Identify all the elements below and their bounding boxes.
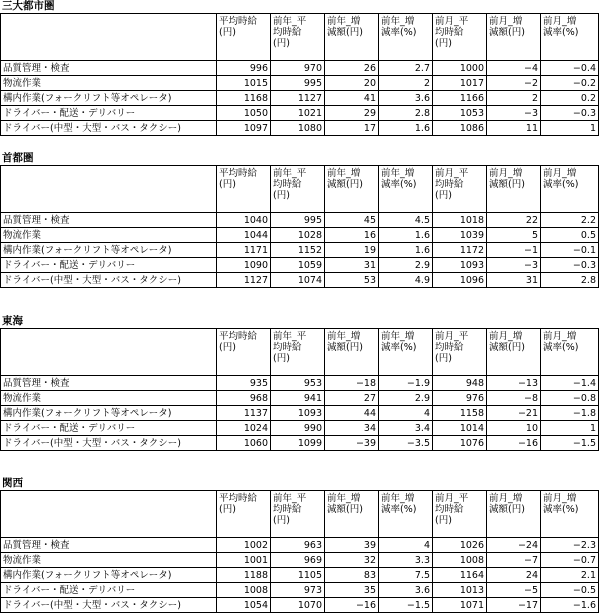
value-cell: 1.6 (379, 243, 433, 258)
column-header-line: 減率(%) (543, 504, 579, 515)
value-cell: 1093 (433, 258, 487, 273)
column-header-line: 減額(円) (489, 342, 525, 353)
value-cell: 1060 (217, 436, 271, 451)
value-cell: 39 (325, 538, 379, 553)
table-row (1, 406, 599, 421)
value-cell: 1040 (217, 213, 271, 228)
value-cell: −1.8 (541, 406, 599, 421)
value-cell: 1090 (217, 258, 271, 273)
value-cell: 1137 (217, 406, 271, 421)
value-cell: −1.5 (541, 436, 599, 451)
value-cell: −1.9 (379, 376, 433, 391)
column-header-line: 均時給 (273, 342, 302, 353)
value-cell: 1.6 (379, 121, 433, 136)
value-cell: 1024 (217, 421, 271, 436)
column-header-line: 前年_増 (327, 493, 361, 504)
column-header-line: 均時給 (273, 27, 302, 38)
value-cell: 1 (541, 121, 599, 136)
value-cell: −1 (487, 243, 541, 258)
value-cell: 31 (487, 273, 541, 288)
value-cell: 976 (433, 391, 487, 406)
row-label: 品質管理・検査 (1, 213, 217, 228)
column-header (379, 14, 433, 61)
column-header-line: 平均時給 (219, 493, 258, 504)
column-header (325, 166, 379, 213)
value-cell: −0.7 (541, 553, 599, 568)
value-cell: 0.5 (541, 228, 599, 243)
table-header-row (1, 329, 599, 376)
table-row (1, 273, 599, 288)
value-cell: 1188 (217, 568, 271, 583)
column-header-line: 減率(%) (381, 342, 417, 353)
row-label: 物流作業 (1, 228, 217, 243)
value-cell: 995 (271, 76, 325, 91)
column-header (541, 491, 599, 538)
value-cell: 2.9 (379, 391, 433, 406)
value-cell: −0.3 (541, 106, 599, 121)
value-cell: 32 (325, 553, 379, 568)
value-cell: −3 (487, 258, 541, 273)
value-cell: 1026 (433, 538, 487, 553)
value-cell: 1127 (271, 91, 325, 106)
row-label: ドライバー・配送・デリバリー (1, 421, 217, 436)
value-cell: −2.3 (541, 538, 599, 553)
column-header (541, 14, 599, 61)
wage-table (0, 165, 599, 288)
column-header (271, 491, 325, 538)
value-cell: 1171 (217, 243, 271, 258)
value-cell: 1070 (271, 598, 325, 613)
column-header-line: 減率(%) (381, 179, 417, 190)
value-cell: 1008 (433, 553, 487, 568)
header-corner-cell (1, 329, 217, 376)
value-cell: 41 (325, 91, 379, 106)
column-header-line: 前年_増 (327, 331, 361, 342)
value-cell: 35 (325, 583, 379, 598)
column-header (487, 14, 541, 61)
region-title: 首都圏 (2, 152, 34, 164)
column-header (541, 166, 599, 213)
column-header-line: 前年_増 (327, 16, 361, 27)
value-cell: 2.9 (379, 258, 433, 273)
column-header (217, 166, 271, 213)
column-header (325, 14, 379, 61)
column-header (271, 166, 325, 213)
value-cell: 0.2 (541, 91, 599, 106)
column-header-line: (円) (273, 190, 290, 201)
table-header-row (1, 491, 599, 538)
value-cell: 1044 (217, 228, 271, 243)
column-header-line: 減率(%) (381, 504, 417, 515)
column-header (433, 14, 487, 61)
row-label: ドライバー・配送・デリバリー (1, 258, 217, 273)
value-cell: 1086 (433, 121, 487, 136)
row-label: 構内作業(フォークリフト等オペレータ) (1, 568, 217, 583)
table-row (1, 228, 599, 243)
value-cell: 1.6 (379, 228, 433, 243)
value-cell: 969 (271, 553, 325, 568)
value-cell: 1074 (271, 273, 325, 288)
value-cell: 2.2 (541, 213, 599, 228)
column-header-line: (円) (435, 353, 452, 364)
value-cell: 20 (325, 76, 379, 91)
column-header-line: 前月_増 (489, 493, 523, 504)
value-cell: 1039 (433, 228, 487, 243)
value-cell: 1017 (433, 76, 487, 91)
value-cell: −16 (325, 598, 379, 613)
column-header (325, 329, 379, 376)
column-header-line: 均時給 (273, 179, 302, 190)
table-row (1, 598, 599, 613)
column-header-line: 減率(%) (543, 179, 579, 190)
value-cell: 995 (271, 213, 325, 228)
value-cell: 1 (541, 421, 599, 436)
value-cell: 1013 (433, 583, 487, 598)
value-cell: −8 (487, 391, 541, 406)
column-header-line: (円) (435, 515, 452, 526)
column-header-line: (円) (219, 27, 236, 38)
table-header-row (1, 166, 599, 213)
column-header (487, 491, 541, 538)
value-cell: −18 (325, 376, 379, 391)
row-label: 品質管理・検査 (1, 538, 217, 553)
value-cell: 935 (217, 376, 271, 391)
row-label: 品質管理・検査 (1, 376, 217, 391)
value-cell: 1168 (217, 91, 271, 106)
value-cell: 3.4 (379, 421, 433, 436)
value-cell: 1172 (433, 243, 487, 258)
value-cell: 19 (325, 243, 379, 258)
row-label: 構内作業(フォークリフト等オペレータ) (1, 406, 217, 421)
column-header (217, 329, 271, 376)
table-row (1, 553, 599, 568)
value-cell: 1018 (433, 213, 487, 228)
column-header (541, 329, 599, 376)
column-header-line: 均時給 (435, 27, 464, 38)
column-header-line: 平均時給 (219, 168, 258, 179)
value-cell: −7 (487, 553, 541, 568)
value-cell: 1001 (217, 553, 271, 568)
value-cell: −16 (487, 436, 541, 451)
value-cell: 1166 (433, 91, 487, 106)
value-cell: 1076 (433, 436, 487, 451)
value-cell: 1080 (271, 121, 325, 136)
value-cell: −1.5 (379, 598, 433, 613)
value-cell: 2.1 (541, 568, 599, 583)
row-label: 構内作業(フォークリフト等オペレータ) (1, 91, 217, 106)
row-label: 物流作業 (1, 76, 217, 91)
value-cell: 2.8 (541, 273, 599, 288)
column-header-line: (円) (435, 38, 452, 49)
value-cell: −1.6 (541, 598, 599, 613)
value-cell: 1002 (217, 538, 271, 553)
row-label: 構内作業(フォークリフト等オペレータ) (1, 243, 217, 258)
column-header (325, 491, 379, 538)
value-cell: −0.1 (541, 243, 599, 258)
value-cell: −2 (487, 76, 541, 91)
column-header (217, 14, 271, 61)
column-header (433, 166, 487, 213)
value-cell: −0.4 (541, 61, 599, 76)
table-header-row (1, 14, 599, 61)
value-cell: 1099 (271, 436, 325, 451)
table-row (1, 376, 599, 391)
value-cell: 45 (325, 213, 379, 228)
column-header (487, 166, 541, 213)
value-cell: −24 (487, 538, 541, 553)
column-header-line: 前年_増 (381, 331, 415, 342)
value-cell: 26 (325, 61, 379, 76)
value-cell: 7.5 (379, 568, 433, 583)
column-header-line: 減額(円) (489, 27, 525, 38)
value-cell: 4.5 (379, 213, 433, 228)
value-cell: 948 (433, 376, 487, 391)
value-cell: 1014 (433, 421, 487, 436)
column-header-line: 均時給 (435, 504, 464, 515)
value-cell: 2 (487, 91, 541, 106)
column-header-line: 前年_増 (381, 493, 415, 504)
column-header-line: 均時給 (435, 179, 464, 190)
table-row (1, 91, 599, 106)
region-title: 三大都市圏 (2, 0, 55, 12)
column-header-line: 平均時給 (219, 16, 258, 27)
column-header (271, 329, 325, 376)
value-cell: 10 (487, 421, 541, 436)
value-cell: 1000 (433, 61, 487, 76)
column-header-line: 均時給 (273, 504, 302, 515)
value-cell: −39 (325, 436, 379, 451)
row-label: ドライバー(中型・大型・バス・タクシー) (1, 273, 217, 288)
value-cell: 1097 (217, 121, 271, 136)
value-cell: 17 (325, 121, 379, 136)
value-cell: 2 (379, 76, 433, 91)
value-cell: 1021 (271, 106, 325, 121)
value-cell: 1015 (217, 76, 271, 91)
table-row (1, 568, 599, 583)
value-cell: −1.4 (541, 376, 599, 391)
value-cell: 5 (487, 228, 541, 243)
table-row (1, 213, 599, 228)
wage-table (0, 13, 599, 136)
column-header-line: 前月_増 (489, 331, 523, 342)
column-header-line: 前月_増 (543, 331, 577, 342)
column-header-line: (円) (435, 190, 452, 201)
column-header-line: (円) (219, 342, 236, 353)
table-row (1, 436, 599, 451)
region-title: 関西 (2, 477, 23, 489)
value-cell: 4 (379, 406, 433, 421)
table-row (1, 106, 599, 121)
value-cell: 1164 (433, 568, 487, 583)
value-cell: −0.5 (541, 583, 599, 598)
column-header-line: 減率(%) (543, 342, 579, 353)
value-cell: 953 (271, 376, 325, 391)
value-cell: 1059 (271, 258, 325, 273)
column-header-line: 前月_平 (435, 493, 469, 504)
column-header (433, 491, 487, 538)
column-header-line: 前月_平 (435, 16, 469, 27)
value-cell: 2.8 (379, 106, 433, 121)
column-header-line: 前年_増 (381, 168, 415, 179)
table-row (1, 391, 599, 406)
column-header (487, 329, 541, 376)
column-header-line: 減額(円) (489, 504, 525, 515)
value-cell: 2.7 (379, 61, 433, 76)
column-header-line: (円) (219, 179, 236, 190)
value-cell: 34 (325, 421, 379, 436)
column-header (217, 491, 271, 538)
column-header (379, 491, 433, 538)
region-title: 東海 (2, 315, 23, 327)
column-header-line: (円) (273, 515, 290, 526)
value-cell: 29 (325, 106, 379, 121)
column-header-line: 減額(円) (327, 342, 363, 353)
column-header (379, 329, 433, 376)
column-header-line: 前月_増 (489, 168, 523, 179)
value-cell: 3.6 (379, 91, 433, 106)
value-cell: 1050 (217, 106, 271, 121)
column-header-line: 前年_平 (273, 168, 307, 179)
value-cell: 44 (325, 406, 379, 421)
column-header-line: 均時給 (435, 342, 464, 353)
value-cell: 83 (325, 568, 379, 583)
column-header-line: 前月_平 (435, 331, 469, 342)
value-cell: 24 (487, 568, 541, 583)
table-row (1, 243, 599, 258)
value-cell: 963 (271, 538, 325, 553)
value-cell: 996 (217, 61, 271, 76)
header-corner-cell (1, 14, 217, 61)
value-cell: 4.9 (379, 273, 433, 288)
table-row (1, 421, 599, 436)
column-header (379, 166, 433, 213)
column-header-line: 前年_増 (381, 16, 415, 27)
wage-table (0, 328, 599, 451)
value-cell: 1028 (271, 228, 325, 243)
table-row (1, 583, 599, 598)
value-cell: 1105 (271, 568, 325, 583)
table-row (1, 258, 599, 273)
value-cell: 27 (325, 391, 379, 406)
column-header-line: 前月_増 (489, 16, 523, 27)
wage-table (0, 490, 599, 613)
value-cell: −0.2 (541, 76, 599, 91)
value-cell: 968 (217, 391, 271, 406)
value-cell: −5 (487, 583, 541, 598)
column-header-line: (円) (273, 353, 290, 364)
row-label: ドライバー・配送・デリバリー (1, 583, 217, 598)
value-cell: 970 (271, 61, 325, 76)
column-header-line: 前月_増 (543, 168, 577, 179)
table-row (1, 61, 599, 76)
value-cell: 1096 (433, 273, 487, 288)
value-cell: 53 (325, 273, 379, 288)
table-row (1, 76, 599, 91)
row-label: ドライバー・配送・デリバリー (1, 106, 217, 121)
value-cell: 22 (487, 213, 541, 228)
column-header-line: 前月_平 (435, 168, 469, 179)
value-cell: 1054 (217, 598, 271, 613)
value-cell: 990 (271, 421, 325, 436)
value-cell: 11 (487, 121, 541, 136)
value-cell: −4 (487, 61, 541, 76)
column-header-line: 前年_平 (273, 493, 307, 504)
column-header-line: 平均時給 (219, 331, 258, 342)
header-corner-cell (1, 166, 217, 213)
value-cell: 1008 (217, 583, 271, 598)
value-cell: 1053 (433, 106, 487, 121)
table-row (1, 538, 599, 553)
column-header-line: 前年_増 (327, 168, 361, 179)
column-header-line: (円) (219, 504, 236, 515)
row-label: 物流作業 (1, 553, 217, 568)
row-label: 物流作業 (1, 391, 217, 406)
value-cell: 4 (379, 538, 433, 553)
value-cell: 973 (271, 583, 325, 598)
value-cell: −3 (487, 106, 541, 121)
value-cell: 1152 (271, 243, 325, 258)
row-label: ドライバー(中型・大型・バス・タクシー) (1, 121, 217, 136)
column-header-line: 前月_増 (543, 493, 577, 504)
value-cell: 1071 (433, 598, 487, 613)
column-header-line: 減額(円) (327, 27, 363, 38)
column-header-line: 減率(%) (381, 27, 417, 38)
value-cell: 16 (325, 228, 379, 243)
row-label: ドライバー(中型・大型・バス・タクシー) (1, 598, 217, 613)
column-header-line: 前月_増 (543, 16, 577, 27)
value-cell: −0.8 (541, 391, 599, 406)
value-cell: −3.5 (379, 436, 433, 451)
column-header-line: (円) (273, 38, 290, 49)
column-header-line: 減額(円) (489, 179, 525, 190)
value-cell: −0.3 (541, 258, 599, 273)
value-cell: 941 (271, 391, 325, 406)
table-row (1, 121, 599, 136)
value-cell: −13 (487, 376, 541, 391)
row-label: ドライバー(中型・大型・バス・タクシー) (1, 436, 217, 451)
column-header-line: 減額(円) (327, 179, 363, 190)
column-header-line: 減率(%) (543, 27, 579, 38)
column-header-line: 前年_平 (273, 16, 307, 27)
value-cell: 1127 (217, 273, 271, 288)
value-cell: 3.3 (379, 553, 433, 568)
column-header-line: 前年_平 (273, 331, 307, 342)
value-cell: −21 (487, 406, 541, 421)
value-cell: −17 (487, 598, 541, 613)
row-label: 品質管理・検査 (1, 61, 217, 76)
value-cell: 31 (325, 258, 379, 273)
value-cell: 3.6 (379, 583, 433, 598)
value-cell: 1158 (433, 406, 487, 421)
header-corner-cell (1, 491, 217, 538)
column-header (433, 329, 487, 376)
column-header (271, 14, 325, 61)
column-header-line: 減額(円) (327, 504, 363, 515)
value-cell: 1093 (271, 406, 325, 421)
